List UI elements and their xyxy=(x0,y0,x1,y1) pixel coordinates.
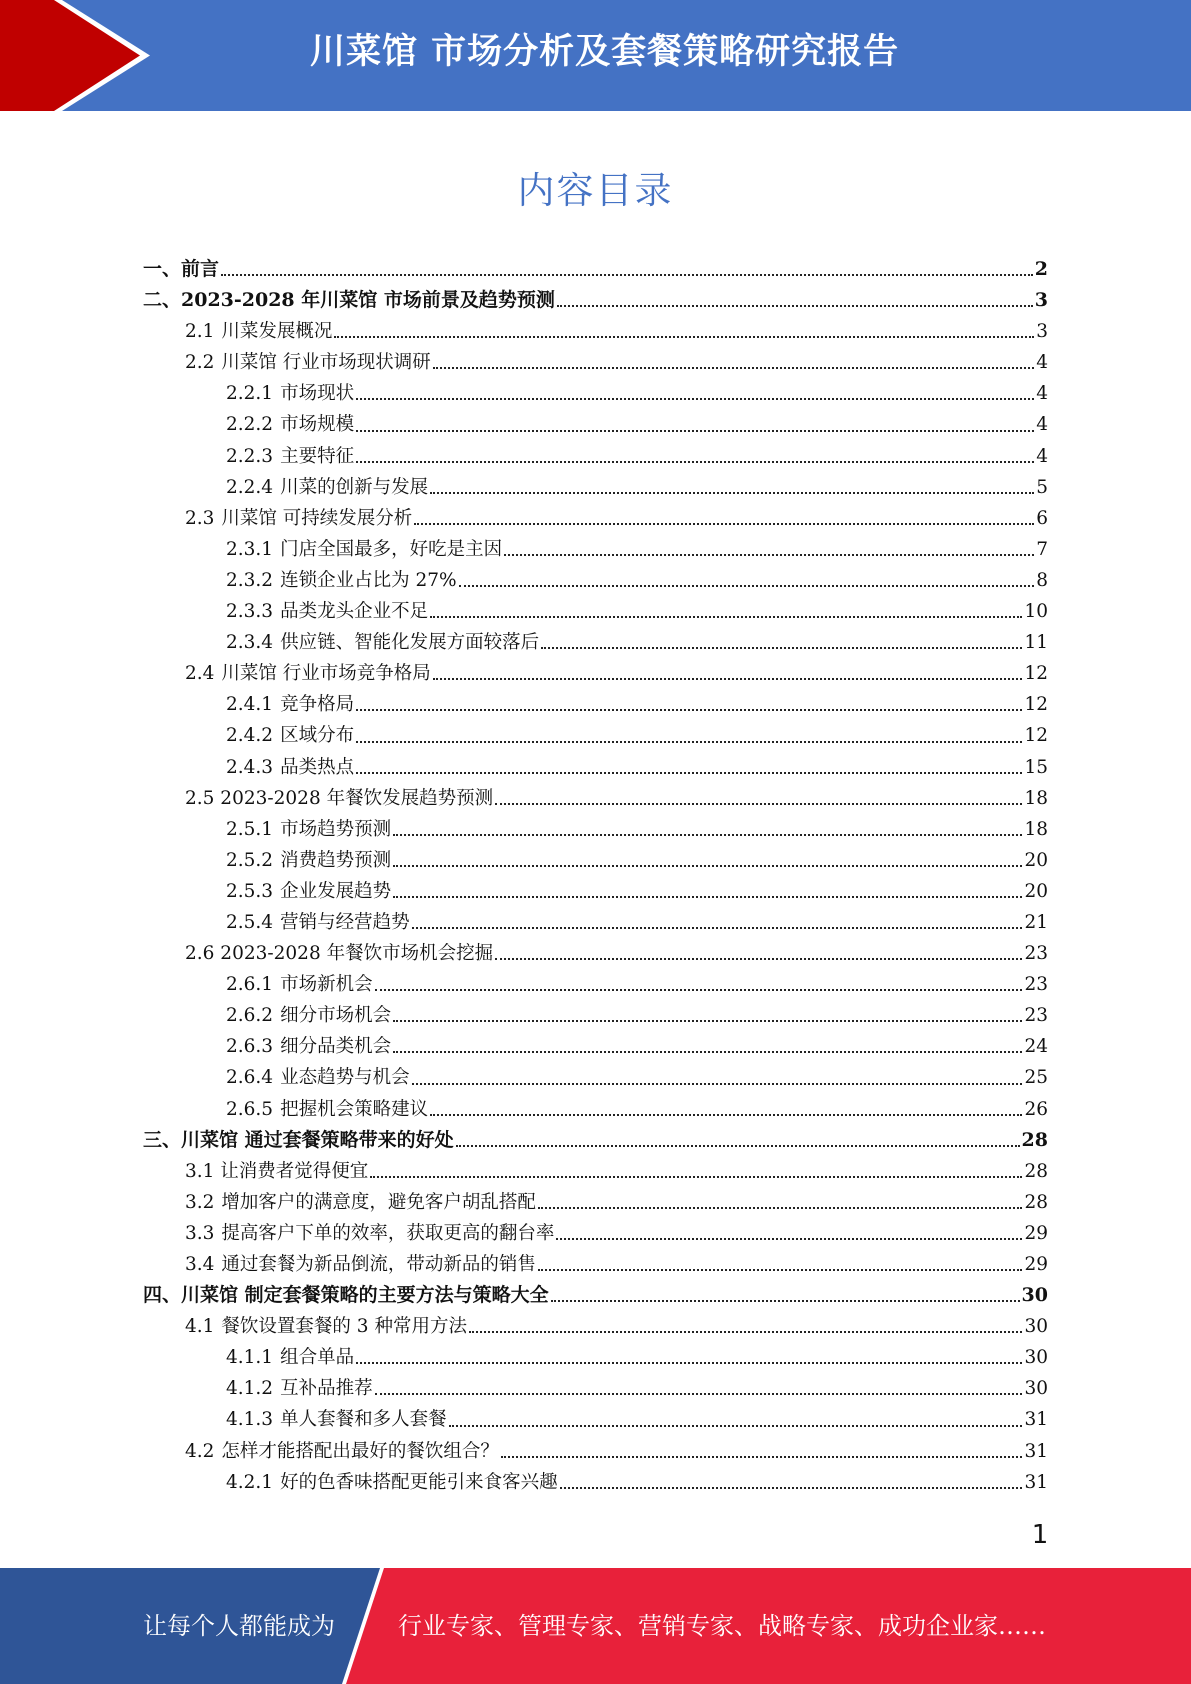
toc-entry-page: 7 xyxy=(1036,538,1048,560)
toc-entry-label: 二、2023-2028 年川菜馆 市场前景及趋势预测 xyxy=(143,289,555,312)
toc-entry[interactable] xyxy=(143,596,1048,627)
toc-entry[interactable] xyxy=(143,472,1048,503)
toc-entry[interactable] xyxy=(143,1218,1048,1249)
table-of-contents xyxy=(143,254,1048,1498)
toc-entry-label: 增加客户的满意度，避免客户胡乱搭配 xyxy=(221,1191,536,1213)
toc-entry-label: 川菜馆 可持续发展分析 xyxy=(221,507,413,529)
toc-entry-label: 连锁企业占比为 27% xyxy=(280,569,457,591)
toc-entry-page: 23 xyxy=(1024,1005,1048,1027)
toc-entry-label: 一、前言 xyxy=(143,258,220,280)
toc-dot-leader xyxy=(501,1456,1023,1458)
toc-dot-leader xyxy=(356,1362,1022,1364)
toc-entry-number: 2.4.1 xyxy=(226,694,274,716)
toc-dot-leader xyxy=(504,554,1034,556)
toc-entry-number: 2.4 xyxy=(185,663,215,685)
toc-entry-page: 3 xyxy=(1036,321,1048,343)
toc-dot-leader xyxy=(356,430,1034,432)
toc-entry-page: 29 xyxy=(1024,1222,1048,1244)
toc-entry-label: 营销与经营趋势 xyxy=(280,911,410,933)
toc-entry-label: 企业发展趋势 xyxy=(280,880,392,902)
toc-entry[interactable] xyxy=(143,876,1048,907)
toc-dot-leader xyxy=(414,523,1034,525)
toc-entry-page: 30 xyxy=(1024,1347,1048,1369)
toc-entry-number: 2.5.1 xyxy=(226,818,274,840)
toc-entry-page: 31 xyxy=(1024,1440,1048,1462)
toc-entry-page: 2 xyxy=(1034,258,1048,280)
toc-entry-number: 2.2.3 xyxy=(226,445,274,467)
toc-entry-page: 12 xyxy=(1024,694,1048,716)
toc-entry-number: 2.2.4 xyxy=(226,476,274,498)
toc-entry-label: 区域分布 xyxy=(280,725,355,747)
toc-dot-leader xyxy=(412,927,1023,929)
toc-entry-number: 2.3.3 xyxy=(226,601,274,623)
toc-entry-page: 10 xyxy=(1024,601,1048,623)
toc-entry[interactable] xyxy=(143,907,1048,938)
toc-entry-page: 25 xyxy=(1024,1067,1048,1089)
toc-entry-label: 餐饮设置套餐的 3 种常用方法 xyxy=(221,1316,467,1338)
toc-dot-leader xyxy=(456,1145,1020,1147)
toc-entry[interactable] xyxy=(143,1000,1048,1031)
toc-entry-number: 2.5.2 xyxy=(226,849,274,871)
toc-entry-number: 2.6.3 xyxy=(226,1036,274,1058)
toc-entry-page: 20 xyxy=(1024,849,1048,871)
toc-entry-label: 业态趋势与机会 xyxy=(280,1067,410,1089)
toc-dot-leader xyxy=(370,1176,1022,1178)
toc-entry-page: 30 xyxy=(1021,1284,1048,1307)
toc-dot-leader xyxy=(356,461,1034,463)
toc-entry-number: 3.3 xyxy=(185,1222,215,1244)
toc-entry-number: 4.2.1 xyxy=(226,1471,274,1493)
toc-entry-label: 品类热点 xyxy=(280,756,355,778)
toc-entry[interactable] xyxy=(143,1467,1048,1498)
toc-entry-label: 互补品推荐 xyxy=(280,1378,373,1400)
toc-entry-page: 18 xyxy=(1024,787,1048,809)
toc-entry-label: 好的色香味搭配更能引来食客兴趣 xyxy=(280,1471,558,1493)
toc-entry[interactable] xyxy=(143,534,1048,565)
toc-entry-number: 2.3.4 xyxy=(226,632,274,654)
toc-entry-label: 川菜馆 行业市场现状调研 xyxy=(221,352,431,374)
toc-entry-label: 细分品类机会 xyxy=(280,1036,392,1058)
toc-entry-page: 31 xyxy=(1024,1471,1048,1493)
toc-entry-page: 12 xyxy=(1024,663,1048,685)
toc-entry-label: 组合单品 xyxy=(280,1347,355,1369)
toc-entry-label: 怎样才能搭配出最好的餐饮组合？ xyxy=(221,1440,499,1462)
toc-entry-page: 4 xyxy=(1036,383,1048,405)
toc-entry[interactable] xyxy=(143,1125,1048,1156)
toc-entry-label: 市场现状 xyxy=(280,383,355,405)
toc-dot-leader xyxy=(430,616,1022,618)
toc-dot-leader xyxy=(356,741,1022,743)
toc-entry[interactable] xyxy=(143,938,1048,969)
toc-dot-leader xyxy=(356,709,1022,711)
header-banner xyxy=(0,0,1191,111)
toc-entry-page: 4 xyxy=(1036,352,1048,374)
toc-entry-number: 4.1.3 xyxy=(226,1409,274,1431)
toc-entry-page: 5 xyxy=(1036,476,1048,498)
toc-entry-page: 20 xyxy=(1024,880,1048,902)
toc-entry-label: 川菜的创新与发展 xyxy=(280,476,429,498)
toc-entry[interactable] xyxy=(143,1094,1048,1125)
toc-entry[interactable] xyxy=(143,254,1048,285)
toc-entry-label: 单人套餐和多人套餐 xyxy=(280,1409,447,1431)
toc-entry[interactable] xyxy=(143,441,1048,472)
toc-entry-page: 21 xyxy=(1024,911,1048,933)
toc-dot-leader xyxy=(412,1083,1023,1085)
toc-entry-number: 2.2.2 xyxy=(226,414,274,436)
toc-entry-label: 2.6 2023-2028 年餐饮市场机会挖掘 xyxy=(185,943,494,965)
footer-banner xyxy=(0,1568,1191,1684)
toc-entry[interactable] xyxy=(143,783,1048,814)
toc-dot-leader xyxy=(469,1331,1022,1333)
toc-entry-number: 4.2 xyxy=(185,1440,215,1462)
toc-entry-label: 提高客户下单的效率，获取更高的翻台率 xyxy=(221,1222,555,1244)
toc-entry[interactable] xyxy=(143,1187,1048,1218)
toc-dot-leader xyxy=(356,772,1022,774)
toc-dot-leader xyxy=(433,367,1034,369)
toc-entry-number: 2.6.2 xyxy=(226,1005,274,1027)
toc-entry-label: 通过套餐为新品倒流，带动新品的销售 xyxy=(221,1254,536,1275)
toc-dot-leader xyxy=(538,1207,1023,1209)
toc-dot-leader xyxy=(459,585,1035,587)
toc-entry-number: 4.1 xyxy=(185,1316,215,1338)
toc-entry[interactable] xyxy=(143,1062,1048,1093)
toc-entry-label: 3.1 让消费者觉得便宜 xyxy=(185,1160,369,1182)
toc-entry[interactable] xyxy=(143,285,1048,316)
toc-entry[interactable] xyxy=(143,409,1048,440)
toc-entry-page: 28 xyxy=(1021,1128,1048,1151)
toc-entry-label: 川菜馆 行业市场竞争格局 xyxy=(221,663,431,685)
toc-dot-leader xyxy=(557,305,1033,307)
toc-entry-page: 8 xyxy=(1036,569,1048,591)
toc-entry-page: 23 xyxy=(1024,974,1048,996)
toc-entry[interactable] xyxy=(143,689,1048,720)
toc-entry-label: 消费趋势预测 xyxy=(280,849,392,871)
toc-entry-page: 4 xyxy=(1036,414,1048,436)
toc-entry-number: 2.6.5 xyxy=(226,1098,274,1120)
toc-entry-number: 2.3 xyxy=(185,507,215,529)
toc-entry[interactable] xyxy=(143,378,1048,409)
toc-entry-page: 11 xyxy=(1024,632,1048,654)
toc-entry-page: 6 xyxy=(1036,507,1048,529)
toc-entry-label: 主要特征 xyxy=(280,445,355,467)
toc-entry-page: 12 xyxy=(1024,725,1048,747)
toc-dot-leader xyxy=(495,958,1022,960)
toc-entry-number: 2.1 xyxy=(185,321,215,343)
toc-entry-page: 15 xyxy=(1024,756,1048,778)
toc-entry-label: 市场新机会 xyxy=(280,974,373,996)
toc-entry-number: 2.2 xyxy=(185,352,215,374)
toc-entry-label: 把握机会策略建议 xyxy=(280,1098,429,1120)
report-title: 川菜馆 市场分析及套餐策略研究报告 xyxy=(310,32,900,72)
toc-entry-number: 2.2.1 xyxy=(226,383,274,405)
toc-entry-number: 4.1.1 xyxy=(226,1347,274,1369)
toc-entry-page: 23 xyxy=(1024,943,1048,965)
toc-dot-leader xyxy=(433,678,1023,680)
toc-entry-page: 30 xyxy=(1024,1316,1048,1338)
toc-entry-number: 2.4.3 xyxy=(226,756,274,778)
toc-dot-leader xyxy=(221,274,1033,276)
toc-entry[interactable] xyxy=(143,1156,1048,1187)
toc-dot-leader xyxy=(449,1425,1023,1427)
toc-entry-page: 31 xyxy=(1024,1409,1048,1431)
toc-entry-label: 2.5 2023-2028 年餐饮发展趋势预测 xyxy=(185,787,494,809)
toc-entry-number: 2.6.4 xyxy=(226,1067,274,1089)
toc-entry-label: 市场趋势预测 xyxy=(280,818,392,840)
toc-entry-page: 24 xyxy=(1024,1036,1048,1058)
toc-dot-leader xyxy=(430,1114,1022,1116)
toc-entry-label: 市场规模 xyxy=(280,414,355,436)
toc-dot-leader xyxy=(495,803,1022,805)
toc-entry[interactable] xyxy=(143,1404,1048,1435)
toc-entry[interactable] xyxy=(143,1031,1048,1062)
toc-entry-page: 18 xyxy=(1024,818,1048,840)
toc-entry[interactable] xyxy=(143,503,1048,534)
toc-dot-leader xyxy=(538,1269,1023,1271)
toc-dot-leader xyxy=(334,336,1034,338)
toc-entry-label: 细分市场机会 xyxy=(280,1005,392,1027)
toc-entry[interactable] xyxy=(143,1311,1048,1342)
toc-entry-number: 2.6.1 xyxy=(226,974,274,996)
toc-entry[interactable] xyxy=(143,1373,1048,1404)
toc-dot-leader xyxy=(375,1393,1023,1395)
page-number: 1 xyxy=(1031,1520,1049,1550)
toc-entry-number: 3.2 xyxy=(185,1191,215,1213)
toc-entry[interactable] xyxy=(143,627,1048,658)
toc-entry-page: 3 xyxy=(1034,289,1048,312)
toc-entry-page: 30 xyxy=(1024,1378,1048,1400)
toc-dot-leader xyxy=(356,398,1034,400)
toc-entry[interactable] xyxy=(143,1436,1048,1467)
toc-entry-page: 28 xyxy=(1024,1160,1048,1182)
toc-dot-leader xyxy=(430,492,1034,494)
toc-entry-number: 2.5.3 xyxy=(226,880,274,902)
toc-entry[interactable] xyxy=(143,1249,1048,1280)
toc-entry-number: 2.4.2 xyxy=(226,725,274,747)
footer-slogan-left: 让每个人都能成为 xyxy=(143,1612,335,1640)
toc-entry[interactable] xyxy=(143,658,1048,689)
toc-entry-number: 2.3.2 xyxy=(226,569,274,591)
toc-entry-label: 供应链、智能化发展方面较落后 xyxy=(280,632,540,654)
toc-entry[interactable] xyxy=(143,845,1048,876)
toc-entry[interactable] xyxy=(143,720,1048,751)
toc-entry-page: 29 xyxy=(1024,1254,1048,1275)
toc-title: 内容目录 xyxy=(517,169,674,212)
toc-dot-leader xyxy=(393,834,1022,836)
toc-entry-page: 28 xyxy=(1024,1191,1048,1213)
toc-entry[interactable] xyxy=(143,969,1048,1000)
toc-entry-label: 门店全国最多，好吃是主因 xyxy=(280,538,503,560)
toc-entry[interactable] xyxy=(143,347,1048,378)
toc-entry[interactable] xyxy=(143,1342,1048,1373)
toc-dot-leader xyxy=(375,989,1023,991)
toc-entry-number: 2.5.4 xyxy=(226,911,274,933)
toc-dot-leader xyxy=(556,1238,1022,1240)
toc-dot-leader xyxy=(393,896,1022,898)
toc-entry-page: 4 xyxy=(1036,445,1048,467)
footer-slogan-right: 行业专家、管理专家、营销专家、战略专家、成功企业家…… xyxy=(398,1612,1046,1640)
toc-entry-label: 四、川菜馆 制定套餐策略的主要方法与策略大全 xyxy=(143,1284,549,1307)
toc-entry-label: 三、川菜馆 通过套餐策略带来的好处 xyxy=(143,1128,454,1151)
toc-entry[interactable] xyxy=(143,1280,1048,1311)
toc-dot-leader xyxy=(393,1051,1022,1053)
toc-entry[interactable] xyxy=(143,316,1048,347)
toc-entry-label: 川菜发展概况 xyxy=(221,321,333,343)
toc-entry-label: 竞争格局 xyxy=(280,694,355,716)
toc-dot-leader xyxy=(393,865,1022,867)
toc-entry-number: 4.1.2 xyxy=(226,1378,274,1400)
toc-entry[interactable] xyxy=(143,814,1048,845)
toc-dot-leader xyxy=(541,647,1022,649)
toc-entry[interactable] xyxy=(143,565,1048,596)
toc-entry-number: 3.4 xyxy=(185,1254,215,1275)
toc-entry-label: 品类龙头企业不足 xyxy=(280,601,429,623)
toc-entry-number: 2.3.1 xyxy=(226,538,274,560)
header-arrow-decoration xyxy=(0,0,160,111)
toc-entry-page: 26 xyxy=(1024,1098,1048,1120)
toc-dot-leader xyxy=(393,1020,1022,1022)
toc-entry[interactable] xyxy=(143,752,1048,783)
toc-dot-leader xyxy=(551,1300,1020,1302)
toc-dot-leader xyxy=(560,1487,1023,1489)
